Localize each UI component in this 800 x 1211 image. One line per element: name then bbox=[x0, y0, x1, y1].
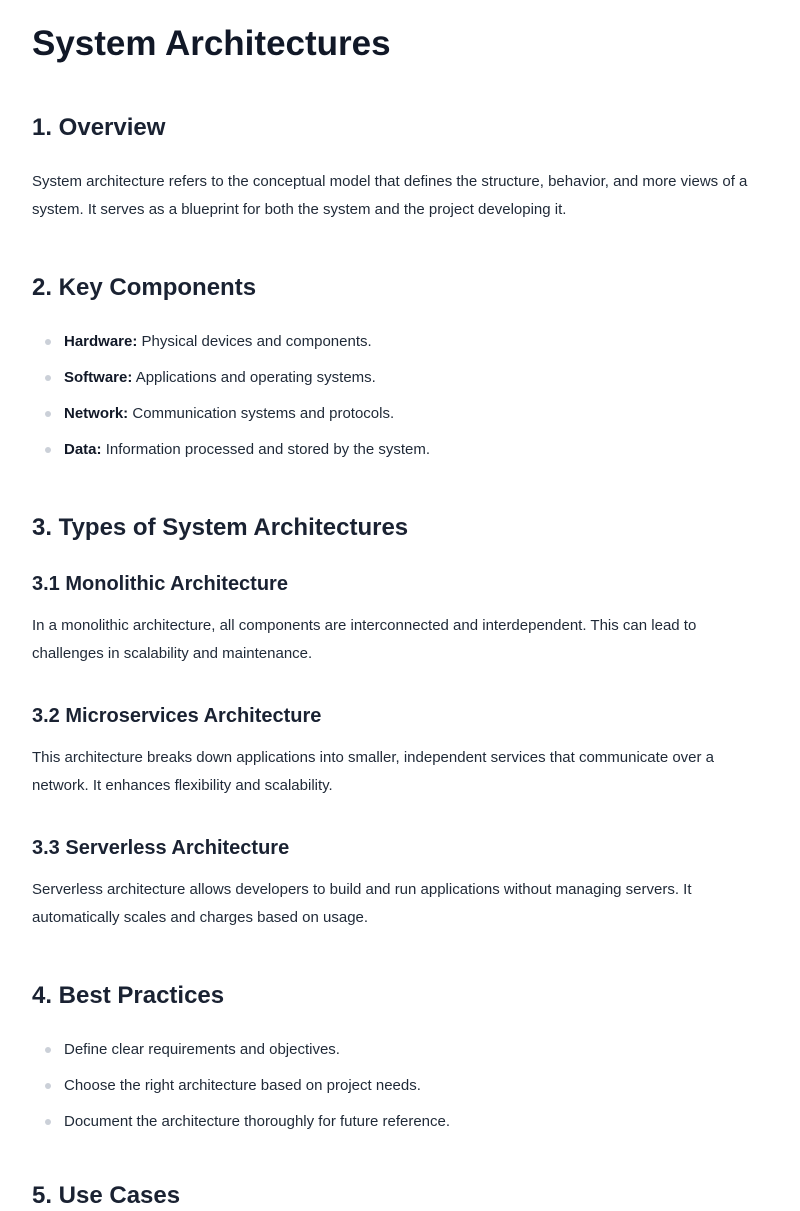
bullet-icon bbox=[45, 447, 51, 453]
list-item-desc: Information processed and stored by the system. bbox=[105, 441, 431, 458]
section-heading-use-cases: 5. Use Cases bbox=[32, 1182, 181, 1209]
section-heading-best-practices: 4. Best Practices bbox=[32, 982, 225, 1009]
list-item bbox=[32, 404, 768, 440]
list-item-text: Choose the right architecture based on project needs. bbox=[64, 1077, 421, 1094]
section-heading-key-components: 2. Key Components bbox=[32, 274, 257, 301]
list-item-term: Data: bbox=[64, 441, 102, 458]
subsection-heading-monolithic: 3.1 Monolithic Architecture bbox=[32, 573, 288, 595]
key-components-list bbox=[32, 332, 768, 476]
page-title: System Architectures bbox=[32, 24, 391, 63]
list-item bbox=[32, 1112, 768, 1148]
best-practices-list bbox=[32, 1040, 768, 1148]
list-item bbox=[32, 332, 768, 368]
bullet-icon bbox=[45, 1047, 51, 1053]
monolithic-paragraph: In a monolithic architecture, all components are interconnected and interdependent. This can lead to challenges in scalability and maintenance. bbox=[32, 617, 697, 662]
serverless-paragraph: Serverless architecture allows developers to build and run applications without managing servers. It automatically scales and charges based on usage. bbox=[32, 881, 692, 926]
list-item bbox=[32, 1076, 768, 1112]
subsection-heading-serverless: 3.3 Serverless Architecture bbox=[32, 837, 290, 859]
list-item-desc: Physical devices and components. bbox=[141, 333, 372, 350]
list-item-term: Hardware: bbox=[64, 333, 138, 350]
bullet-icon bbox=[45, 411, 51, 417]
overview-paragraph: System architecture refers to the conceptual model that defines the structure, behavior, and more views of a system. It serves as a blueprint for both the system and the project developing it. bbox=[32, 173, 748, 218]
bullet-icon bbox=[45, 1083, 51, 1089]
list-item-term: Software: bbox=[64, 369, 133, 386]
section-heading-overview: 1. Overview bbox=[32, 114, 166, 141]
bullet-icon bbox=[45, 375, 51, 381]
bullet-icon bbox=[45, 339, 51, 345]
list-item bbox=[32, 440, 768, 476]
subsection-heading-microservices: 3.2 Microservices Architecture bbox=[32, 705, 322, 727]
list-item-text: Define clear requirements and objectives. bbox=[64, 1041, 340, 1058]
list-item-desc: Communication systems and protocols. bbox=[132, 405, 395, 422]
list-item-desc: Applications and operating systems. bbox=[135, 369, 376, 386]
section-heading-types: 3. Types of System Architectures bbox=[32, 514, 409, 541]
microservices-paragraph: This architecture breaks down applications into smaller, independent services that communicate over a network. It enhances flexibility and scalability. bbox=[32, 749, 715, 794]
bullet-icon bbox=[45, 1119, 51, 1125]
list-item-text: Document the architecture thoroughly for future reference. bbox=[64, 1113, 451, 1130]
list-item bbox=[32, 1040, 768, 1076]
list-item bbox=[32, 368, 768, 404]
list-item-term: Network: bbox=[64, 405, 129, 422]
